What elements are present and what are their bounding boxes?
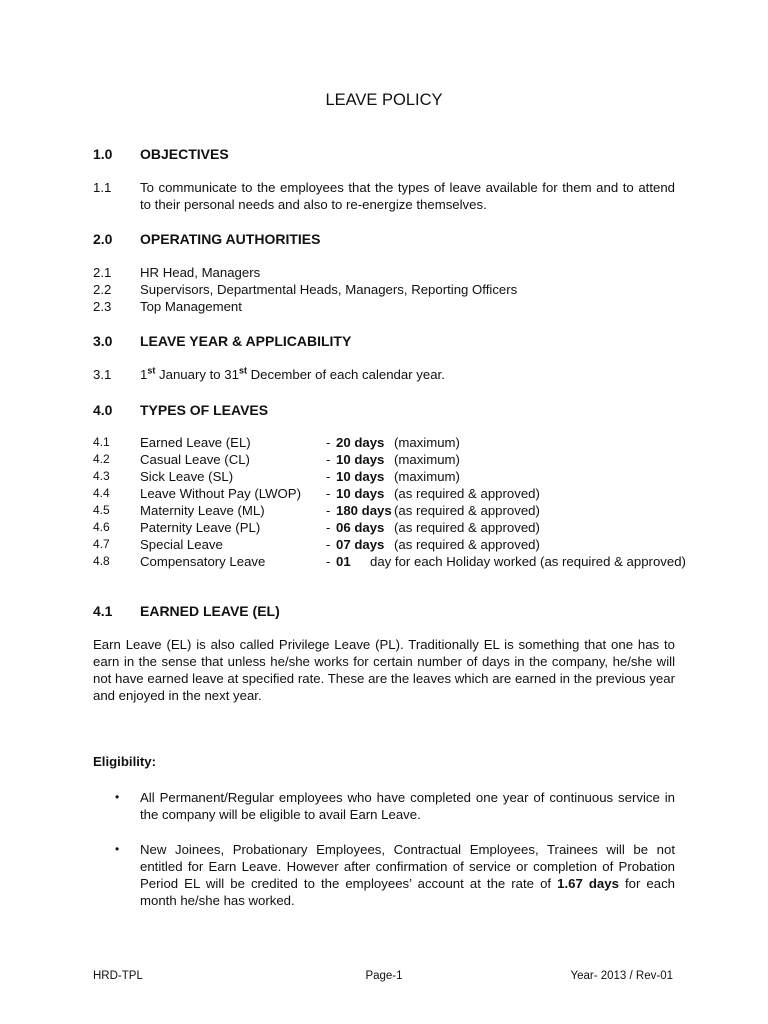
leave-row [93,553,693,570]
section-number: 4.1 [93,603,113,619]
clause-1-1 [93,179,675,213]
bullet-icon: • [115,842,120,856]
leave-name: Leave Without Pay (LWOP) [140,486,301,501]
clause-text: Supervisors, Departmental Heads, Managers, Reporting Officers [140,282,518,297]
leave-row [93,485,693,502]
leave-row [93,434,693,451]
leave-number: 4.5 [93,503,110,517]
clause-2-1 [93,264,675,281]
leave-note: (maximum) [394,452,460,467]
section-heading-objectives [93,145,229,163]
leave-note: (as required & approved) [394,503,540,518]
leave-days: 10 days [336,469,385,484]
leave-name: Casual Leave (CL) [140,452,250,467]
section-number: 4.0 [93,402,113,418]
superscript: st [147,365,156,376]
leave-note: (as required & approved) [394,486,540,501]
leave-note: day for each Holiday worked (as required & approved) [370,554,686,569]
leave-number: 4.6 [93,520,110,534]
leave-dash: - [326,486,331,501]
page-title: LEAVE POLICY [325,91,443,109]
leave-dash: - [326,452,331,467]
section-heading-types-of-leaves [93,401,268,419]
clause-number: 2.1 [93,265,112,280]
leave-days: 06 days [336,520,385,535]
text-part: for each month he/she has worked. [140,876,675,908]
leave-number: 4.8 [93,554,110,568]
leave-name: Paternity Leave (PL) [140,520,261,535]
leave-name: Special Leave [140,537,223,552]
leave-name: Compensatory Leave [140,554,266,569]
section-heading-operating-authorities [93,230,320,248]
clause-text: Top Management [140,299,242,314]
section-title: OBJECTIVES [140,146,229,162]
leave-number: 4.1 [93,435,110,449]
leave-number: 4.2 [93,452,110,466]
text-part: New Joinees, Probationary Employees, Contractual Employees, Trainees will be not entitled for Earn Leave. However after confirmation of service or completion of Probation Period EL will be credited to the employees’ account at the rate of [140,842,675,891]
footer-right: Year- 2013 / Rev-01 [570,970,673,982]
clause-number: 3.1 [93,367,112,382]
leave-number: 4.3 [93,469,110,483]
leave-dash: - [326,520,331,535]
leave-days: 07 days [336,537,385,552]
leave-row [93,519,693,536]
eligibility-bullet-1: All Permanent/Regular employees who have completed one year of continuous service in the company will be eligible to avail Earn Leave. [140,790,675,822]
clause-text [140,366,675,383]
leave-note: (maximum) [394,435,460,450]
leave-days: 10 days [336,486,385,501]
leave-dash: - [326,554,331,569]
section-heading-leave-year [93,332,351,350]
leave-days: 10 days [336,452,385,467]
section-number: 1.0 [93,146,113,162]
clause-text: To communicate to the employees that the types of leave available for them and to attend to their personal needs and also to re-energize themselves. [140,180,675,212]
bullet-icon: • [115,790,120,804]
eligibility-label: Eligibility: [93,754,157,769]
clause-3-1 [93,366,675,383]
section-number: 2.0 [93,231,113,247]
leave-row [93,536,693,553]
section-heading-earned-leave [93,602,280,620]
text-part: 1 [140,367,148,382]
text-part: January to 31 [155,367,239,382]
leave-days: 180 days [336,503,392,518]
leave-dash: - [326,469,331,484]
section-title: EARNED LEAVE (EL) [140,603,280,619]
footer-page-number: Page-1 [365,970,403,982]
clause-2-2 [93,281,675,298]
superscript: st [238,365,247,376]
clause-number: 2.2 [93,282,112,297]
text-part: December of each calendar year. [246,367,445,382]
rate-value: 1.67 days [557,876,619,891]
leave-number: 4.7 [93,537,110,551]
clause-text: HR Head, Managers [140,265,261,280]
section-title: LEAVE YEAR & APPLICABILITY [140,333,352,349]
earned-leave-paragraph: Earn Leave (EL) is also called Privilege Leave (PL). Traditionally EL is something that one has to earn in the sense that unless he/she works for certain number of days in the company, he/she will not have earned leave at specified rate. These are the leaves which are earned in the previous year and enjoyed in the next year. [93,637,675,703]
leave-name: Earned Leave (EL) [140,435,251,450]
leave-name: Sick Leave (SL) [140,469,234,484]
leave-note: (maximum) [394,469,460,484]
section-title: OPERATING AUTHORITIES [140,231,321,247]
leave-days: 01 [336,554,351,569]
leave-name: Maternity Leave (ML) [140,503,265,518]
section-title: TYPES OF LEAVES [140,402,269,418]
clause-2-3 [93,298,675,315]
leave-number: 4.4 [93,486,110,500]
leave-dash: - [326,537,331,552]
leave-note: (as required & approved) [394,520,540,535]
eligibility-bullet-2 [140,841,675,909]
leave-dash: - [326,503,331,518]
leave-days: 20 days [336,435,385,450]
leave-row [93,451,693,468]
footer-left: HRD-TPL [93,970,143,982]
leave-note: (as required & approved) [394,537,540,552]
leave-row [93,468,693,485]
leave-row [93,502,693,519]
clause-number: 1.1 [93,180,112,195]
clause-number: 2.3 [93,299,112,314]
leave-dash: - [326,435,331,450]
section-number: 3.0 [93,333,113,349]
